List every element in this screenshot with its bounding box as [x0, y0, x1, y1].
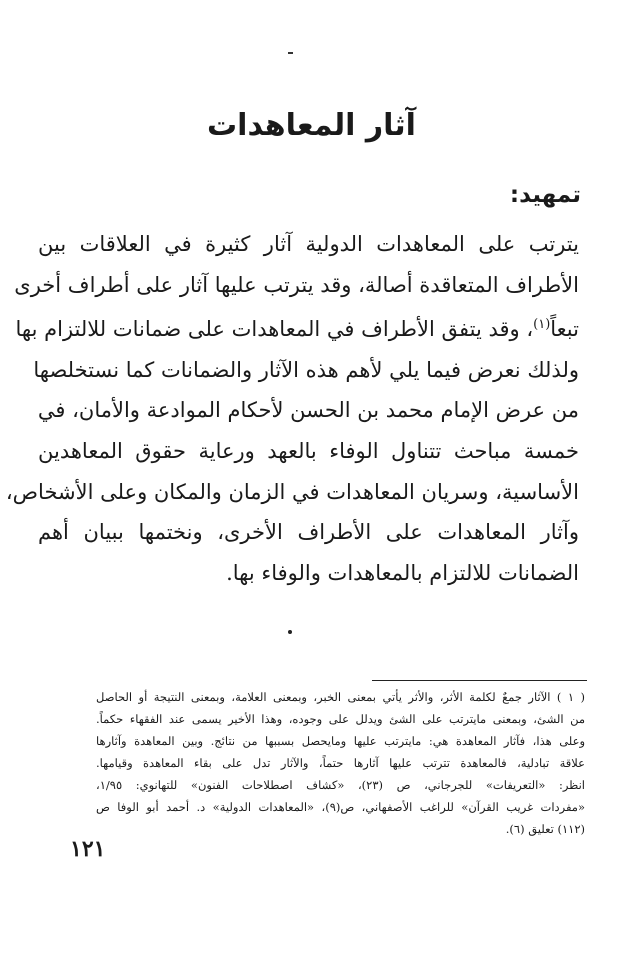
- body-line-with-footnote: [15, 305, 579, 350]
- section-end-dot: [288, 630, 292, 634]
- footnote-line: «مفردات غريب القرآن» للراغب الأصفهاني، ص(٩)، «المعاهدات الدولية» د. أحمد أبو الوفا ص: [96, 800, 585, 814]
- body-paragraph: [5, 224, 579, 593]
- body-line: يترتب على المعاهدات الدولية آثار كثيرة في العلاقات بين: [38, 232, 579, 256]
- body-line: الأساسية، وسريان المعاهدات في الزمان والمكان وعلى الأشخاص،: [5, 479, 579, 504]
- footnotes: [96, 686, 585, 840]
- body-line: من عرض الإمام محمد بن الحسن لأحكام الموادعة والأمان، في: [37, 398, 579, 423]
- section-subheading: تمهيد:: [509, 182, 581, 208]
- body-line: الضمانات للالتزام بالمعاهدات والوفاء بها.: [226, 560, 579, 585]
- body-line-rest: ، وقد يتفق الأطراف في المعاهدات على ضمانات للالتزام بها: [15, 317, 534, 342]
- footnote-line: وعلى هذا، فآثار المعاهدة هي: مايترتب عليها ومايحصل بسببها من نتائج. وبين المعاهدة وآثارها: [96, 734, 585, 748]
- top-ornament-dot: [288, 52, 293, 54]
- body-line: خمسة مباحث تتناول الوفاء بالعهد ورعاية حقوق المعاهدين: [38, 438, 579, 463]
- footnote-line: (١١٢) تعليق (٦).: [505, 822, 585, 836]
- body-line-start: تبعاً: [550, 317, 579, 342]
- footnote-separator: [372, 680, 587, 681]
- footnote-reference[interactable]: (١): [533, 317, 551, 333]
- body-line: الأطراف المتعاقدة أصالة، وقد يترتب عليها آثار على أطراف أخرى: [14, 272, 579, 297]
- chapter-title: آثار المعاهدات: [207, 108, 416, 143]
- page-number: ١٢١: [70, 836, 106, 862]
- footnote-line: ( ١ ) الآثار جمعٌ لكلمة الأثر، والأثر يأتي بمعنى الخبر، وبمعنى العلامة، وبمعنى النتيجة أو الحاصل: [96, 690, 585, 704]
- body-line: وآثار المعاهدات على الأطراف الأخرى، ونختمها ببيان أهم: [38, 520, 579, 545]
- body-line: ولذلك نعرض فيما يلي لأهم هذه الآثار والضمانات كما نستخلصها: [33, 357, 579, 382]
- footnote-line: من الشئ، وبمعنى مايترتب على الشئ ويدلل على وجوده، وهذا الأخير يسمى عند الفقهاء حكماً.: [96, 712, 585, 726]
- footnote-line: علاقة تبادلية، فالمعاهدة تترتب عليها آثارها حتماً، والآثار تدل على بقاء المعاهدة وقيامها.: [96, 756, 585, 770]
- footnote-line: انظر: «التعريفات» للجرجاني، ص (٢٣)، «كشاف اصطلاحات الفنون» للتهانوي: ١/٩٥،: [96, 778, 585, 792]
